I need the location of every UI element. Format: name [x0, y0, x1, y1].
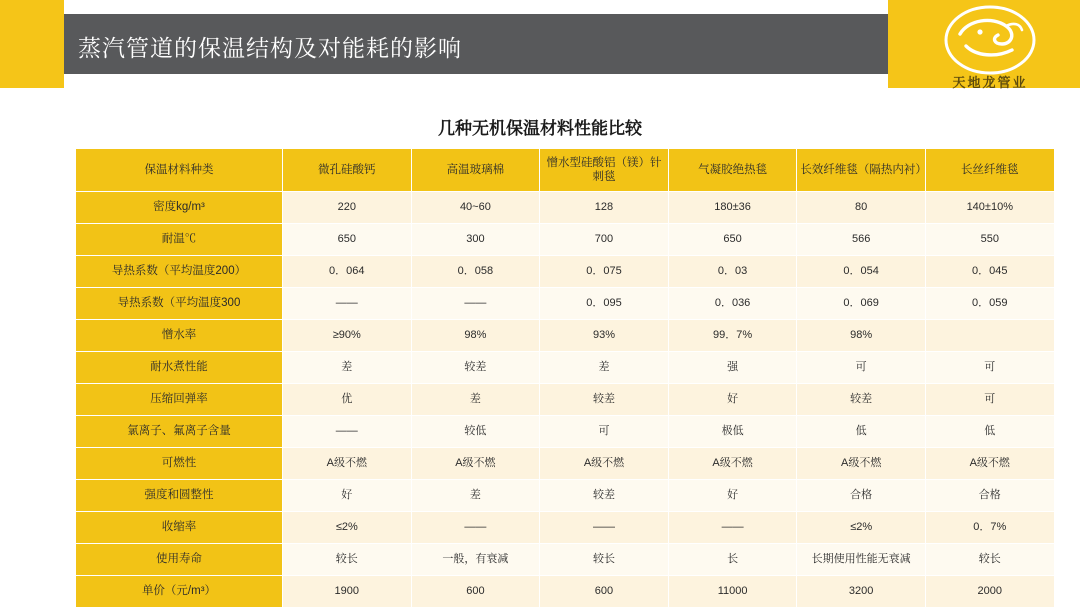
- table-row: [76, 224, 1055, 256]
- table-caption: 几种无机保温材料性能比较: [438, 119, 642, 138]
- table-cell: 98%: [797, 320, 926, 352]
- table-cell: 长期使用性能无衰减: [797, 544, 926, 576]
- table-cell: 11000: [668, 576, 797, 608]
- table-cell: ≥90%: [283, 320, 412, 352]
- table-cell: 合格: [797, 480, 926, 512]
- dragon-logo-icon: [920, 4, 1060, 76]
- table-row: [76, 320, 1055, 352]
- slide-header: [0, 0, 1080, 88]
- table-cell: 较长: [540, 544, 669, 576]
- table-cell: 较长: [283, 544, 412, 576]
- table-cell: 2000: [925, 576, 1054, 608]
- table-cell: 可: [925, 352, 1054, 384]
- column-header: 高温玻璃棉: [411, 149, 540, 192]
- table-cell: 3200: [797, 576, 926, 608]
- table-cell: 0．059: [925, 288, 1054, 320]
- table-cell: 220: [283, 192, 412, 224]
- row-label: 密度kg/m³: [76, 192, 283, 224]
- row-label: 导热系数（平均温度200）: [76, 256, 283, 288]
- table-cell: ——: [411, 288, 540, 320]
- column-header: 憎水型硅酸铝（镁）针刺毯: [540, 149, 669, 192]
- table-cell: 0．03: [668, 256, 797, 288]
- table-cell: A级不燃: [668, 448, 797, 480]
- table-cell: 可: [925, 384, 1054, 416]
- table-cell: [925, 320, 1054, 352]
- row-label: 可燃性: [76, 448, 283, 480]
- table-cell: 40~60: [411, 192, 540, 224]
- header-accent-left: [0, 0, 64, 88]
- table-cell: 650: [668, 224, 797, 256]
- table-cell: A级不燃: [540, 448, 669, 480]
- table-row: [76, 384, 1055, 416]
- table-cell: A级不燃: [797, 448, 926, 480]
- table-row: [76, 480, 1055, 512]
- table-body: [76, 192, 1055, 608]
- table-cell: 600: [411, 576, 540, 608]
- table-cell: A级不燃: [925, 448, 1054, 480]
- table-cell: ——: [411, 512, 540, 544]
- column-header: 长丝纤维毯: [925, 149, 1054, 192]
- table-row: [76, 448, 1055, 480]
- table-cell: 0．036: [668, 288, 797, 320]
- table-cell: 可: [797, 352, 926, 384]
- table-row: [76, 512, 1055, 544]
- table-cell: 650: [283, 224, 412, 256]
- table-cell: 0．064: [283, 256, 412, 288]
- table-cell: 300: [411, 224, 540, 256]
- company-logo: [920, 4, 1060, 108]
- row-label: 耐温℃: [76, 224, 283, 256]
- table-row: [76, 576, 1055, 608]
- table-cell: 0．7%: [925, 512, 1054, 544]
- table-cell: 较差: [797, 384, 926, 416]
- table-cell: 较差: [411, 352, 540, 384]
- table-cell: 0．045: [925, 256, 1054, 288]
- row-label: 氯离子、氟离子含量: [76, 416, 283, 448]
- column-header: 微孔硅酸钙: [283, 149, 412, 192]
- column-header: 气凝胶绝热毯: [668, 149, 797, 192]
- table-cell: 180±36: [668, 192, 797, 224]
- row-label: 单价（元/m³）: [76, 576, 283, 608]
- table-cell: 好: [668, 480, 797, 512]
- table-row: [76, 256, 1055, 288]
- table-cell: 0．075: [540, 256, 669, 288]
- page-title: 蒸汽管道的保温结构及对能耗的影响: [78, 35, 462, 61]
- column-header: 长效纤维毯（隔热内衬）: [797, 149, 926, 192]
- row-label: 压缩回弹率: [76, 384, 283, 416]
- table-row: [76, 544, 1055, 576]
- table-cell: ——: [283, 416, 412, 448]
- table-cell: ——: [540, 512, 669, 544]
- row-label: 耐水煮性能: [76, 352, 283, 384]
- table-cell: 差: [411, 480, 540, 512]
- table-cell: 700: [540, 224, 669, 256]
- table-cell: 差: [283, 352, 412, 384]
- table-cell: 合格: [925, 480, 1054, 512]
- table-cell: ≤2%: [797, 512, 926, 544]
- table-row: [76, 192, 1055, 224]
- row-label: 憎水率: [76, 320, 283, 352]
- row-label: 导热系数（平均温度300: [76, 288, 283, 320]
- table-cell: 可: [540, 416, 669, 448]
- table-cell: 优: [283, 384, 412, 416]
- table-cell: 一般，有衰减: [411, 544, 540, 576]
- table-cell: 差: [540, 352, 669, 384]
- comparison-table-container: [75, 148, 1019, 608]
- table-header-row-group: [76, 149, 1055, 192]
- column-header: 保温材料种类: [76, 149, 283, 192]
- table-cell: 0．058: [411, 256, 540, 288]
- table-cell: 0．095: [540, 288, 669, 320]
- table-cell: 0．069: [797, 288, 926, 320]
- table-row: [76, 416, 1055, 448]
- table-cell: 80: [797, 192, 926, 224]
- table-cell: 140±10%: [925, 192, 1054, 224]
- table-cell: ——: [283, 288, 412, 320]
- table-header-row: [76, 149, 1055, 192]
- table-cell: 600: [540, 576, 669, 608]
- table-cell: 极低: [668, 416, 797, 448]
- table-cell: 99．7%: [668, 320, 797, 352]
- table-cell: 0．054: [797, 256, 926, 288]
- row-label: 强度和圆整性: [76, 480, 283, 512]
- table-cell: 较长: [925, 544, 1054, 576]
- company-name: 天地龙管业: [952, 75, 1028, 90]
- table-cell: 差: [411, 384, 540, 416]
- table-cell: 1900: [283, 576, 412, 608]
- table-cell: 较差: [540, 384, 669, 416]
- table-cell: 好: [668, 384, 797, 416]
- table-cell: 低: [797, 416, 926, 448]
- table-cell: 566: [797, 224, 926, 256]
- table-row: [76, 288, 1055, 320]
- row-label: 使用寿命: [76, 544, 283, 576]
- table-cell: A级不燃: [411, 448, 540, 480]
- table-cell: ——: [668, 512, 797, 544]
- table-cell: 较差: [540, 480, 669, 512]
- table-cell: 好: [283, 480, 412, 512]
- table-cell: 128: [540, 192, 669, 224]
- row-label: 收缩率: [76, 512, 283, 544]
- table-cell: 强: [668, 352, 797, 384]
- table-cell: ≤2%: [283, 512, 412, 544]
- table-cell: 98%: [411, 320, 540, 352]
- table-cell: A级不燃: [283, 448, 412, 480]
- table-cell: 长: [668, 544, 797, 576]
- table-row: [76, 352, 1055, 384]
- table-cell: 93%: [540, 320, 669, 352]
- table-cell: 较低: [411, 416, 540, 448]
- material-comparison-table: [75, 148, 1055, 608]
- table-cell: 550: [925, 224, 1054, 256]
- table-cell: 低: [925, 416, 1054, 448]
